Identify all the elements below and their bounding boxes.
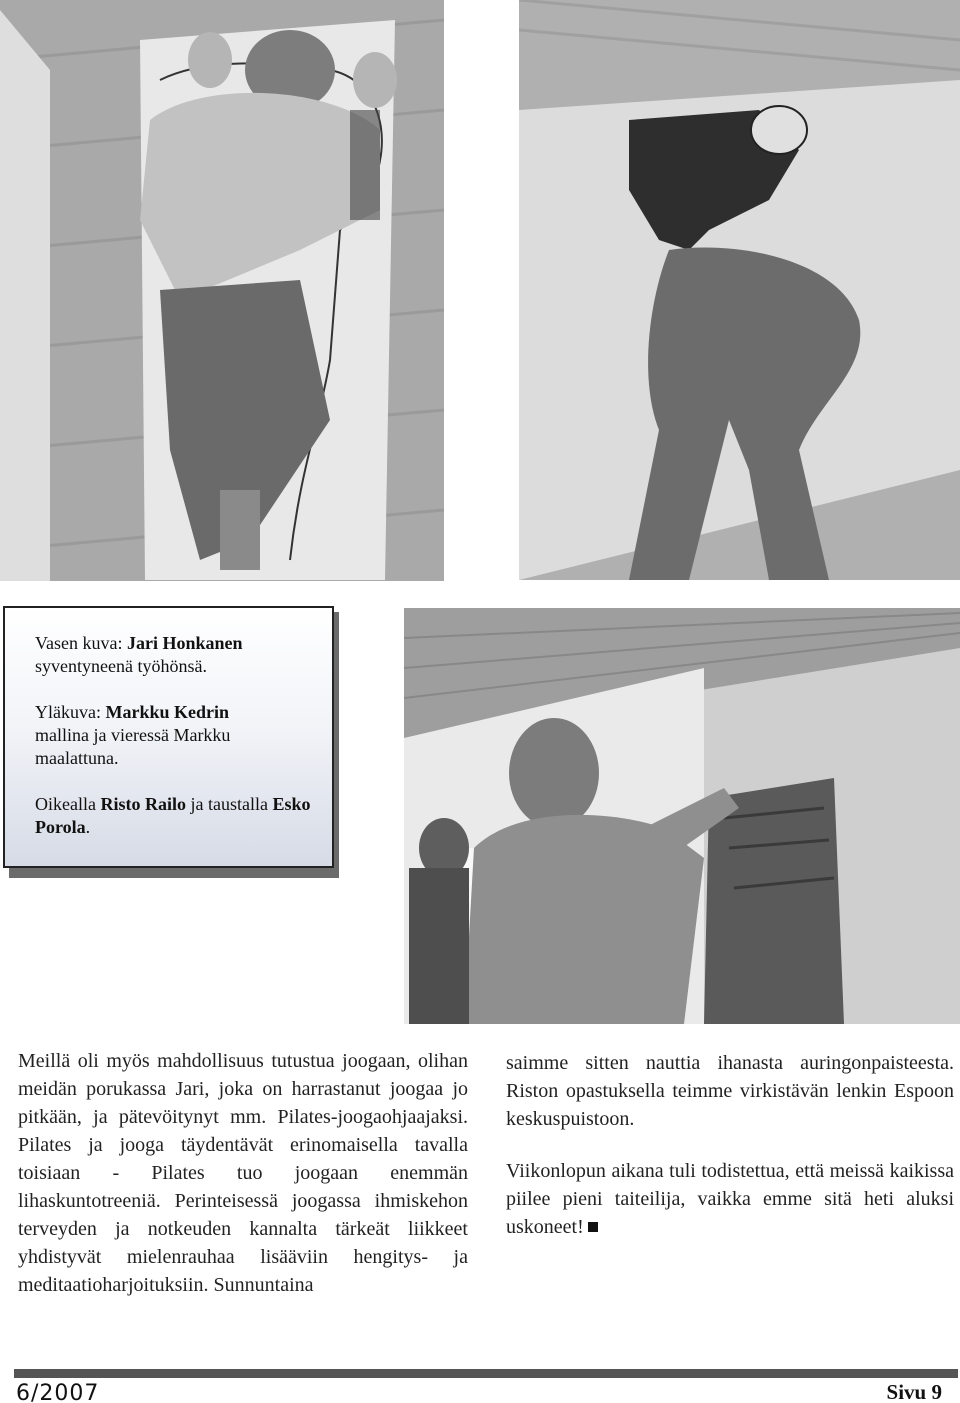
article-column-left: [18, 1047, 468, 1299]
caption-text: syventyneenä työhönsä.: [35, 656, 207, 676]
caption-name-jari: Jari Honkanen: [126, 633, 243, 653]
caption-name-risto: Risto Railo: [100, 794, 186, 814]
article-paragraph: saimme sitten nauttia ihanasta auringonpaisteesta. Riston opastuksella teimme virkistävän lenkin Espoon keskuspuistoon.: [506, 1052, 954, 1130]
caption-text: Oikealla: [35, 794, 101, 814]
caption-text: Vasen kuva:: [35, 633, 127, 653]
photo-man-painting-wall: [404, 608, 960, 1024]
end-of-article-icon: [588, 1222, 598, 1232]
article-paragraph-final: [506, 1157, 954, 1241]
caption-text: .: [85, 817, 91, 837]
caption-left-photo: [35, 632, 318, 678]
issue-number: 6/2007: [16, 1381, 100, 1403]
caption-name-markku: Markku Kedrin: [105, 702, 229, 722]
page-number: Sivu 9: [886, 1380, 942, 1403]
photo-caption-box: [3, 606, 334, 868]
article-column-right: [506, 1049, 954, 1241]
caption-name-esko: Esko Porola: [35, 794, 311, 837]
photo-painted-figure: [519, 0, 960, 580]
article-text: Viikonlopun aikana tuli todistettua, että meissä kaikissa piilee pieni taiteilija, vaikka emme sitä heti aluksi uskoneet!: [506, 1160, 954, 1238]
caption-top-photo: [35, 701, 318, 770]
caption-text: ja taustalla: [185, 794, 273, 814]
photo-man-lying-on-paper: [0, 0, 444, 581]
article-paragraph: Meillä oli myös mahdollisuus tutustua joogaan, olihan meidän porukassa Jari, joka on harrastanut joogaa jo pitkään, ja pätevöitynyt mm. Pilates-joogaohjaajaksi. Pilates ja jooga täydentävät erinomaisella tavalla toisiaan - Pilates tuo joogaan enemmän lihaskuntotreeniä. Perinteisessä joogassa ihmiskehon terveyden ja notkeuden kannalta tärkeät liikkeet yhdistyvät mielenrauhaa lisääviin hengitys- ja meditaatioharjoituksiin. Sunnuntaina: [18, 1050, 468, 1296]
caption-text: mallina ja vieressä Markku maalattuna.: [35, 725, 231, 768]
caption-right-photo: [35, 793, 318, 839]
caption-text: Yläkuva:: [35, 702, 106, 722]
footer-rule: [14, 1369, 958, 1378]
